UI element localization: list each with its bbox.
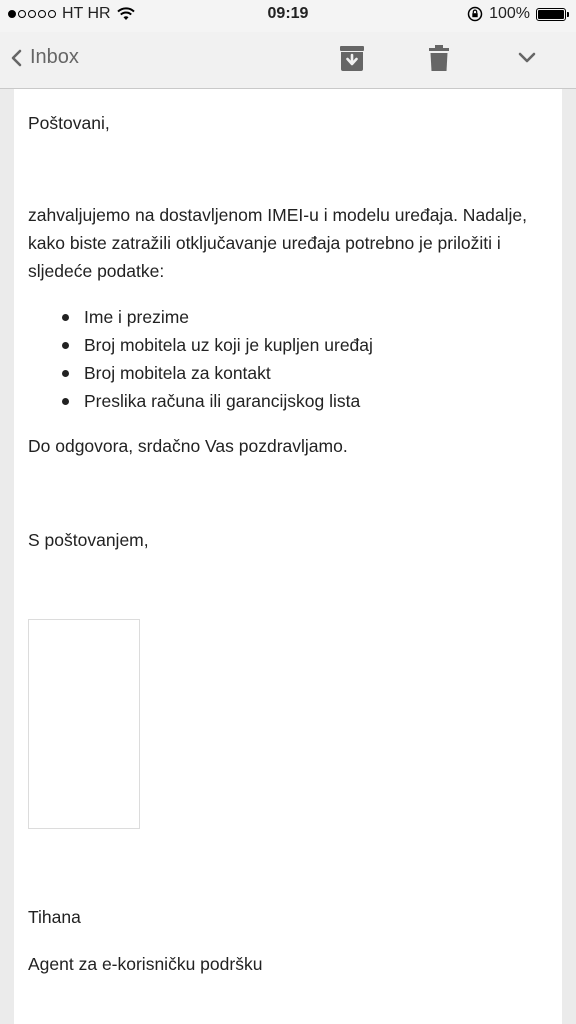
email-message (14, 89, 562, 1024)
back-label: Inbox (30, 46, 79, 68)
required-data-list (28, 303, 564, 415)
body-line: kako biste zatražili otključavanje uređaja potrebno je priložiti i (28, 233, 501, 253)
back-to-inbox-button[interactable] (10, 46, 79, 69)
closing-text: Do odgovora, srdačno Vas pozdravljamo. (28, 436, 348, 456)
chevron-left-icon (10, 49, 22, 67)
list-item: Ime i prezime (84, 303, 564, 331)
carrier-name: HT HR (62, 5, 111, 22)
email-toolbar (0, 32, 576, 89)
regards-text: S poštovanjem, (28, 530, 149, 550)
signature-image-placeholder[interactable] (28, 619, 140, 829)
list-item: Preslika računa ili garancijskog lista (84, 387, 564, 415)
battery-percentage: 100% (489, 5, 530, 22)
status-bar (0, 0, 576, 32)
sender-role: Agent za e-korisničku podršku (28, 954, 263, 974)
rotation-lock-icon (467, 6, 483, 22)
body-line: zahvaljujemo na dostavljenom IMEI-u i modelu uređaja. Nadalje, (28, 205, 528, 225)
battery-icon (536, 8, 566, 21)
list-item: Broj mobitela za kontakt (84, 359, 564, 387)
body-line: sljedeće podatke: (28, 261, 165, 281)
status-right (467, 5, 566, 23)
chevron-down-icon[interactable] (517, 51, 537, 65)
sender-name: Tihana (28, 907, 81, 927)
status-time: 09:19 (267, 5, 309, 22)
greeting: Poštovani, (28, 113, 110, 133)
trash-icon[interactable] (428, 44, 450, 72)
archive-icon[interactable] (339, 44, 365, 72)
list-item: Broj mobitela uz koji je kupljen uređaj (84, 331, 564, 359)
